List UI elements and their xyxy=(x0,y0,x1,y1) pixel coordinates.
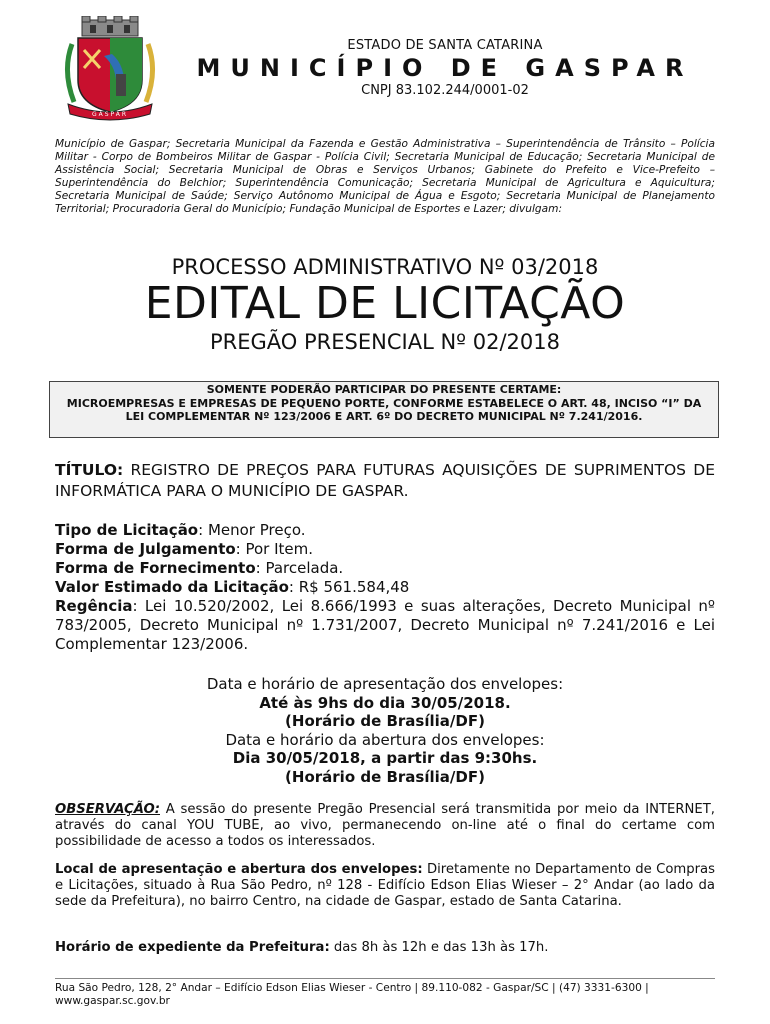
location-paragraph xyxy=(55,862,715,910)
page-footer xyxy=(55,982,715,1008)
observation-label: OBSERVAÇÃO: xyxy=(55,802,160,817)
opening-timezone: (Horário de Brasília/DF) xyxy=(285,767,485,786)
spec-label: Forma de Julgamento xyxy=(55,540,236,558)
svg-text:GASPAR: GASPAR xyxy=(91,111,129,118)
title-section xyxy=(55,460,715,502)
spec-value: : Por Item. xyxy=(235,540,314,558)
spec-label: Tipo de Licitação xyxy=(55,521,199,539)
notice-text: MICROEMPRESAS E EMPRESAS DE PEQUENO PORTE, CONFORME ESTABELECE O ART. 48, INCISO “I” DA LEI COMPLEMENTAR Nº 123/2006 E ART. 6º DO DECRETO MUNICIPAL Nº 7.241/2016. xyxy=(66,396,702,423)
envelope-dates xyxy=(40,675,730,786)
opening-value: Dia 30/05/2018, a partir das 9:30hs. xyxy=(232,749,538,767)
process-number: PROCESSO ADMINISTRATIVO Nº 03/2018 xyxy=(171,255,599,279)
bid-specifications xyxy=(55,521,715,654)
spec-forma-julgamento xyxy=(55,540,715,559)
distribution-list: Município de Gaspar; Secretaria Municipal da Fazenda e Gestão Administrativa – Superintendência de Trânsito – Polícia Militar - Corpo de Bombeiros Militar de Gaspar - Polícia Civil; Secretaria Municipal de Educação; Secretaria Municipal de Assistência Social; Secretaria Municipal de Obras e Serviços Urbanos; Gabinete do Prefeito e Vice-Prefeito – Superintendência do Belchior; Superintendência Comunicação; Secretaria Municipal de Agricultura e Aquicultura; Secretaria Municipal de Saúde; Serviço Autônomo Municipal de Água e Esgoto; Secretaria Municipal de Planejamento Territorial; Procuradoria Geral do Município; Fundação Municipal de Esportes e Lazer; divulgam: xyxy=(55,138,715,215)
document-title: EDITAL DE LICITAÇÃO xyxy=(144,278,626,329)
office-hours-text: das 8h às 12h e das 13h às 17h. xyxy=(329,940,549,955)
participation-notice-box xyxy=(49,381,719,438)
title-label: TÍTULO: xyxy=(55,461,124,479)
spec-tipo xyxy=(55,521,715,540)
crown-icon xyxy=(82,16,138,36)
spec-value: : Parcelada. xyxy=(255,559,344,577)
office-hours-paragraph xyxy=(55,940,715,956)
spec-value: : Menor Preço. xyxy=(198,521,306,539)
municipal-crest-logo xyxy=(60,16,160,124)
spec-label: Regência xyxy=(55,597,133,615)
footer-website: www.gaspar.sc.gov.br xyxy=(55,995,170,1007)
observation-text: A sessão do presente Pregão Presencial será transmitida por meio da INTERNET, através do canal YOU TUBE, ao vivo, permanecendo on-line até o final do certame com possibilidade de acesso a todos os interessados. xyxy=(55,802,715,849)
spec-valor-estimado xyxy=(55,578,715,597)
municipality-name: MUNICÍPIO DE GASPAR xyxy=(196,54,694,82)
cnpj-number: CNPJ 83.102.244/0001-02 xyxy=(361,83,529,98)
location-label: Local de apresentação e abertura dos envelopes: xyxy=(55,862,423,877)
delivery-value: Até às 9hs do dia 30/05/2018. xyxy=(259,693,511,712)
title-text: REGISTRO DE PREÇOS PARA FUTURAS AQUISIÇÕES DE SUPRIMENTOS DE INFORMÁTICA PARA O MUNICÍPIO DE GASPAR. xyxy=(55,461,715,500)
pregao-number: PREGÃO PRESENCIAL Nº 02/2018 xyxy=(210,330,560,354)
spec-value: : R$ 561.584,48 xyxy=(288,578,410,596)
delivery-timezone: (Horário de Brasília/DF) xyxy=(285,712,485,730)
footer-divider xyxy=(55,978,715,979)
office-hours-label: Horário de expediente da Prefeitura: xyxy=(55,940,330,955)
footer-address: Rua São Pedro, 128, 2° Andar – Edifício Edson Elias Wieser - Centro | 89.110-082 - Gaspar/SC | (47) 3331-6300 | xyxy=(55,982,649,994)
delivery-label: Data e horário de apresentação dos envelopes: xyxy=(206,675,564,693)
observation-paragraph xyxy=(55,802,715,850)
spec-value: : Lei 10.520/2002, Lei 8.666/1993 e suas alterações, Decreto Municipal nº 783/2005, Decreto Municipal nº 1.731/2007, Decreto Municipal nº 7.241/2016 e Lei Complementar 123/2006. xyxy=(55,597,715,653)
notice-heading: SOMENTE PODERÃO PARTICIPAR DO PRESENTE CERTAME: xyxy=(206,383,562,396)
opening-label: Data e horário da abertura dos envelopes: xyxy=(225,730,545,749)
spec-regencia xyxy=(55,597,715,654)
spec-label: Valor Estimado da Licitação xyxy=(55,578,289,596)
location-text: Diretamente no Departamento de Compras e Licitações, situado à Rua São Pedro, nº 128 - Edifício Edson Elias Wieser – 2° Andar (ao lado da sede da Prefeitura), no bairro Centro, na cidade de Gaspar, estado de Santa Catarina. xyxy=(55,862,715,909)
spec-label: Forma de Fornecimento xyxy=(55,559,256,577)
state-name: ESTADO DE SANTA CATARINA xyxy=(347,38,543,53)
spec-forma-fornecimento xyxy=(55,559,715,578)
